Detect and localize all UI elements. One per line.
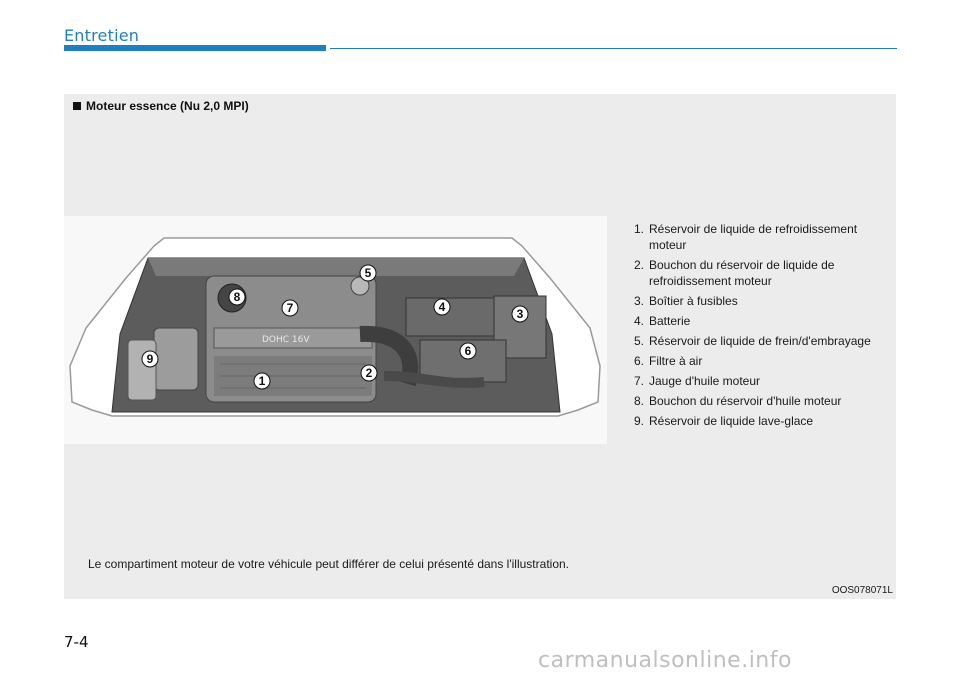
panel-heading — [73, 99, 249, 113]
legend-item: 9. Réservoir de liquide lave-glace — [634, 414, 814, 428]
legend-item: 8. Bouchon du réservoir d'huile moteur — [634, 394, 842, 408]
engine-label: DOHC 16V — [262, 335, 310, 345]
legend-item: 6. Filtre à air — [634, 354, 703, 368]
engine-illustration — [64, 216, 607, 444]
callout-2 — [361, 365, 377, 381]
legend-item: 3. Boîtier à fusibles — [634, 294, 738, 308]
engine-bay-svg — [64, 216, 607, 444]
svg-text:1: 1 — [258, 374, 266, 388]
callout-4 — [434, 299, 450, 315]
svg-text:9: 9 — [146, 352, 154, 366]
callout-7 — [282, 300, 298, 316]
legend-item: 2. Bouchon du réservoir de liquide de refroidissement moteur — [634, 258, 835, 288]
svg-text:8: 8 — [233, 290, 241, 304]
image-code: OOS078071L — [831, 585, 893, 596]
legend-item: 7. Jauge d'huile moteur — [634, 374, 761, 388]
section-title: Entretien — [64, 26, 140, 45]
panel-heading-text: Moteur essence (Nu 2,0 MPI) — [86, 99, 249, 113]
callout-6 — [460, 343, 476, 359]
page-number: 7-4 — [64, 633, 89, 651]
legend-item: 5. Réservoir de liquide de frein/d'embrayage — [634, 334, 871, 348]
svg-text:7: 7 — [286, 301, 294, 315]
svg-text:4: 4 — [438, 300, 446, 314]
engine-panel — [64, 94, 896, 599]
legend-item: 1. Réservoir de liquide de refroidissement moteur — [634, 222, 858, 252]
svg-text:5: 5 — [364, 266, 372, 280]
watermark: carmanualsonline.info — [538, 648, 792, 673]
illustration-note: Le compartiment moteur de votre véhicule peut différer de celui présenté dans l'illustration. — [88, 557, 569, 571]
legend-item: 4. Batterie — [634, 314, 691, 328]
header-rule-thin — [330, 48, 897, 49]
svg-text:2: 2 — [365, 366, 373, 380]
component-legend — [634, 221, 896, 433]
svg-text:3: 3 — [516, 307, 524, 321]
header-rule-thick — [64, 45, 326, 51]
bullet-square-icon — [73, 102, 81, 110]
callout-8 — [229, 289, 245, 305]
svg-text:6: 6 — [464, 344, 472, 358]
callout-9 — [142, 351, 158, 367]
callout-5 — [360, 265, 376, 281]
callout-3 — [512, 306, 528, 322]
callout-1 — [254, 373, 270, 389]
